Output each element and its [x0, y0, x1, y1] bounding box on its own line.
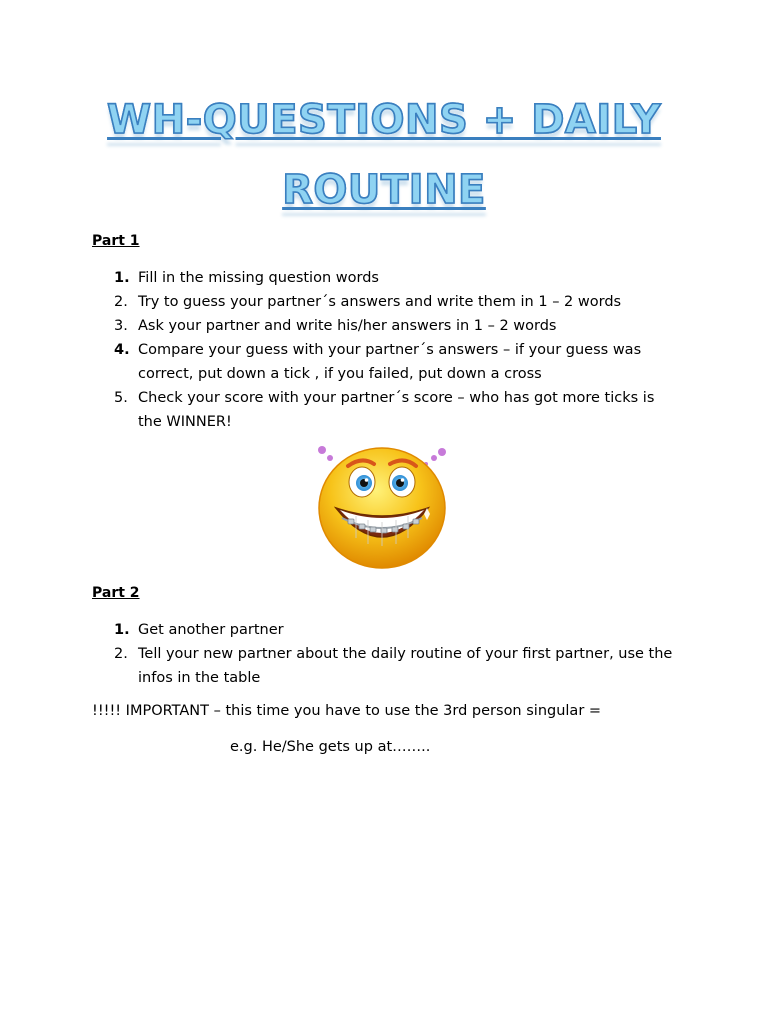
list-text: Try to guess your partner´s answers and write them in 1 – 2 words	[138, 294, 622, 310]
list-text: Get another partner	[138, 622, 284, 638]
list-text: Check your score with your partner´s score – who has got more ticks is the WINNER!	[138, 390, 655, 430]
list-item	[92, 290, 682, 314]
part-2-heading: Part 2	[92, 585, 140, 601]
smiley-drawing	[312, 438, 452, 574]
list-item	[92, 266, 682, 290]
list-number: 3.	[114, 318, 128, 334]
list-number: 5.	[114, 390, 128, 406]
list-text: Ask your partner and write his/her answers in 1 – 2 words	[138, 318, 557, 334]
list-item	[92, 642, 682, 690]
part-1-heading: Part 1	[92, 233, 140, 249]
list-number: 2.	[114, 294, 128, 310]
list-number: 1.	[114, 270, 130, 286]
grinning-smiley-with-braces-icon	[312, 438, 452, 574]
title-line-2: ROUTINE	[282, 167, 486, 213]
list-item	[92, 338, 682, 386]
list-text: Tell your new partner about the daily routine of your first partner, use the infos in the table	[138, 646, 673, 686]
list-item	[92, 386, 682, 434]
list-text: Compare your guess with your partner´s answers – if your guess was correct, put down a tick , if you failed, put down a cross	[138, 342, 642, 382]
part-1-instructions	[92, 266, 682, 434]
example-sentence: e.g. He/She gets up at……..	[230, 739, 431, 755]
list-number: 1.	[114, 622, 130, 638]
important-note: !!!!! IMPORTANT – this time you have to use the 3rd person singular =	[92, 703, 602, 719]
list-item	[92, 618, 682, 642]
title-line-1: WH-QUESTIONS + DAILY	[107, 97, 661, 143]
list-number: 4.	[114, 342, 130, 358]
list-number: 2.	[114, 646, 128, 662]
list-text: Fill in the missing question words	[138, 270, 379, 286]
list-item	[92, 314, 682, 338]
part-2-instructions	[92, 618, 682, 690]
